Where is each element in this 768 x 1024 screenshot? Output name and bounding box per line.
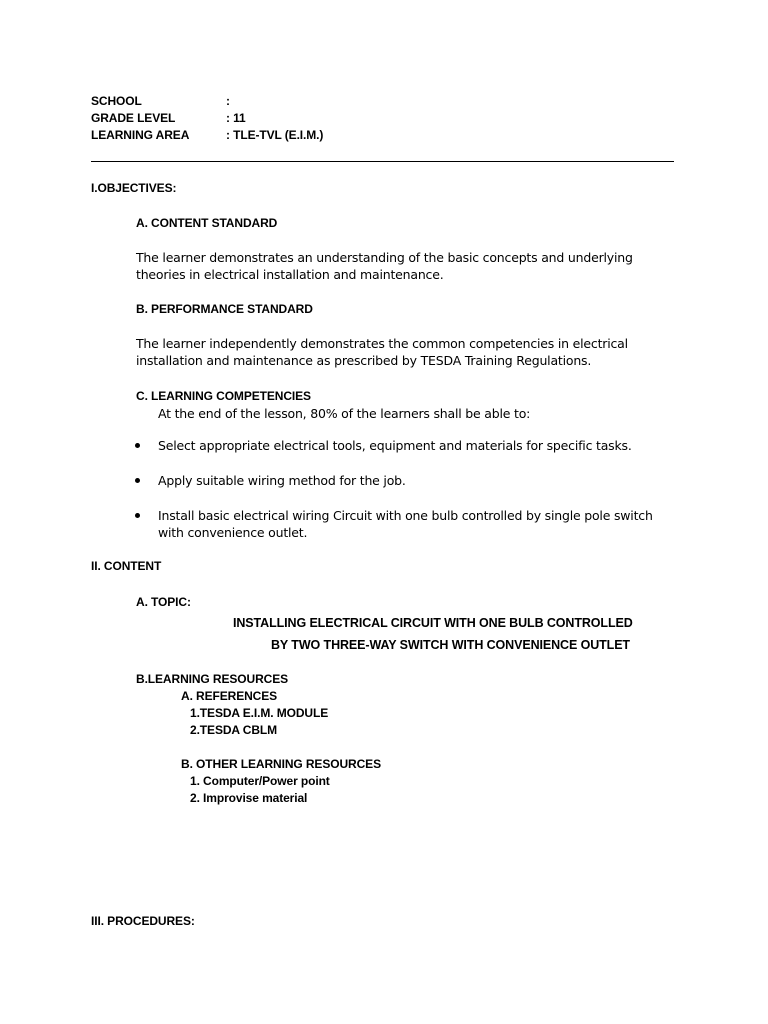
header-divider (91, 161, 674, 162)
competency-item-continued: with convenience outlet. (158, 525, 308, 540)
content-standard-text-line: The learner demonstrates an understanding of the basic concepts and underlying (136, 250, 633, 265)
school-label: SCHOOL (91, 94, 142, 108)
bullet-icon (135, 478, 140, 483)
school-value: : (226, 94, 230, 108)
content-heading: II. CONTENT (91, 559, 162, 573)
content-standard-text-line: theories in electrical installation and maintenance. (136, 267, 444, 282)
topic-label: A. TOPIC: (136, 595, 191, 609)
bullet-icon (135, 513, 140, 518)
grade-level-value: : 11 (226, 111, 246, 125)
reference-item: 2.TESDA CBLM (190, 723, 278, 737)
competencies-intro: At the end of the lesson, 80% of the learners shall be able to: (158, 406, 531, 421)
competency-item: Select appropriate electrical tools, equipment and materials for specific tasks. (158, 438, 632, 453)
reference-item: 1.TESDA E.I.M. MODULE (190, 706, 329, 720)
performance-standard-text-line: installation and maintenance as prescribed by TESDA Training Regulations. (136, 353, 592, 368)
topic-title-line: BY TWO THREE-WAY SWITCH WITH CONVENIENCE OUTLET (271, 638, 630, 652)
learning-resources-heading: B.LEARNING RESOURCES (136, 672, 289, 686)
content-standard-heading: A. CONTENT STANDARD (136, 216, 278, 230)
performance-standard-heading: B. PERFORMANCE STANDARD (136, 302, 313, 316)
bullet-icon (135, 443, 140, 448)
performance-standard-text-line: The learner independently demonstrates the common competencies in electrical (136, 336, 628, 351)
procedures-heading: III. PROCEDURES: (91, 914, 195, 928)
competency-item: Install basic electrical wiring Circuit with one bulb controlled by single pole switch (158, 508, 653, 523)
objectives-heading: I.OBJECTIVES: (91, 181, 177, 195)
other-resource-item: 1. Computer/Power point (190, 774, 330, 788)
other-resource-item: 2. Improvise material (190, 791, 308, 805)
learning-area-label: LEARNING AREA (91, 128, 190, 142)
competency-item: Apply suitable wiring method for the job. (158, 473, 406, 488)
other-resources-heading: B. OTHER LEARNING RESOURCES (181, 757, 381, 771)
learning-competencies-heading: C. LEARNING COMPETENCIES (136, 389, 311, 403)
topic-title-line: INSTALLING ELECTRICAL CIRCUIT WITH ONE BULB CONTROLLED (233, 616, 633, 630)
learning-area-value: : TLE-TVL (E.I.M.) (226, 128, 324, 142)
references-heading: A. REFERENCES (181, 689, 278, 703)
grade-level-label: GRADE LEVEL (91, 111, 176, 125)
